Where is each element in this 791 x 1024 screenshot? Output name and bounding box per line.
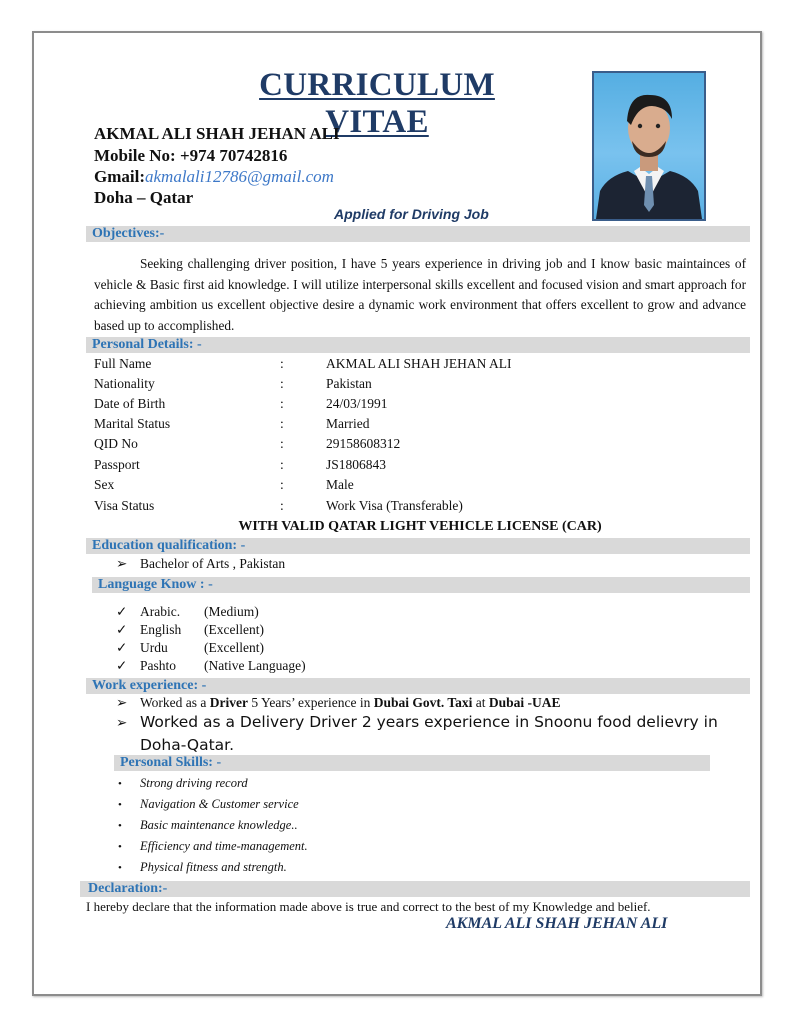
language-level: (Medium) [204, 604, 259, 619]
detail-value: 24/03/1991 [326, 396, 388, 411]
bullet-icon: • [118, 862, 122, 874]
mobile-number: +974 70742816 [179, 146, 288, 165]
profile-photo [592, 71, 706, 221]
detail-value: AKMAL ALI SHAH JEHAN ALI [326, 356, 512, 371]
skills-band [114, 755, 710, 771]
arrow-bullet-icon: ➢ [116, 695, 128, 710]
skill-item: Strong driving record [140, 776, 248, 790]
detail-value: JS1806843 [326, 457, 387, 472]
check-icon: ✓ [116, 658, 128, 673]
email-label: Gmail: [94, 167, 145, 186]
mobile-label: Mobile No: [94, 146, 176, 165]
check-icon: ✓ [116, 640, 128, 655]
list-item [118, 776, 248, 791]
detail-key: Date of Birth [94, 396, 166, 411]
personal-details-heading: Personal Details: - [92, 337, 202, 352]
skill-item: Efficiency and time-management. [140, 839, 308, 853]
detail-sep: : [280, 457, 284, 472]
list-item [118, 860, 287, 875]
objectives-text [94, 254, 746, 336]
list-item [118, 797, 299, 812]
language-name: Urdu [140, 640, 168, 655]
detail-key: Nationality [94, 376, 155, 391]
email-line [94, 166, 334, 187]
language-name: English [140, 622, 182, 637]
bullet-icon: • [118, 799, 122, 811]
arrow-bullet-icon: ➢ [116, 556, 128, 571]
detail-sep: : [280, 396, 284, 411]
bullet-icon: • [118, 778, 122, 790]
language-level: (Excellent) [204, 640, 264, 655]
detail-key: Marital Status [94, 416, 171, 431]
objectives-heading: Objectives:- [92, 226, 165, 241]
skill-item: Navigation & Customer service [140, 797, 299, 811]
detail-key: Full Name [94, 356, 152, 371]
detail-sep: : [280, 436, 284, 451]
location: Doha – Qatar [94, 188, 194, 207]
work-text: Worked as a [140, 695, 210, 710]
declaration-text: I hereby declare that the information made above is true and correct to the best of my Knowledge and belief. [86, 899, 651, 914]
detail-value: Male [326, 477, 354, 492]
declaration-heading: Declaration:- [88, 881, 168, 896]
detail-sep: : [280, 356, 284, 371]
detail-value: Pakistan [326, 376, 372, 391]
list-item [116, 556, 285, 572]
education-heading: Education qualification: - [92, 538, 246, 553]
detail-sep: : [280, 477, 284, 492]
signature-name: AKMAL ALI SHAH JEHAN ALI [446, 915, 668, 932]
language-level: (Native Language) [204, 658, 306, 673]
declaration-band [80, 881, 750, 897]
check-icon: ✓ [116, 622, 128, 637]
detail-key: QID No [94, 436, 138, 451]
work-band [86, 678, 750, 694]
work-text: Worked as a Delivery Driver 2 years experience in Snoonu food delievry in [140, 713, 718, 731]
list-item [118, 839, 308, 854]
objectives-band [86, 226, 750, 242]
page-title: CURRICULUM VITAE [259, 67, 495, 140]
bullet-icon: • [118, 820, 122, 832]
education-band [86, 538, 750, 554]
mobile-line [94, 145, 287, 166]
work-item [116, 695, 561, 711]
skill-item: Physical fitness and strength. [140, 860, 287, 874]
work-role: Driver [209, 695, 248, 710]
work-location: Dubai -UAE [488, 695, 561, 710]
education-item: Bachelor of Arts , Pakistan [140, 556, 286, 571]
list-item [118, 818, 298, 833]
skills-heading: Personal Skills: - [120, 755, 222, 770]
objectives-paragraph: Seeking challenging driver position, I have 5 years experience in driving job and I know basic maintainces of vehicle & Basic first aid knowledge. I will utilize interpersonal skills excellent and focused vision and smart approach for achieving ambition us excellent objective desire a dynamic work environment that offers excellent to grow and advance based up to accomplished. [94, 256, 746, 333]
detail-key: Passport [94, 457, 140, 472]
list-item [116, 658, 306, 674]
bullet-icon: • [118, 841, 122, 853]
check-icon: ✓ [116, 604, 128, 619]
work-text: 5 Years’ experience in [248, 695, 374, 710]
list-item [116, 640, 264, 656]
detail-value: 29158608312 [326, 436, 401, 451]
cv-page [32, 31, 762, 996]
work-item-continued: Doha-Qatar. [140, 736, 235, 754]
detail-value: Work Visa (Transferable) [326, 498, 463, 513]
language-name: Pashto [140, 658, 177, 673]
detail-sep: : [280, 416, 284, 431]
detail-value: Married [326, 416, 370, 431]
license-note: WITH VALID QATAR LIGHT VEHICLE LICENSE (CAR) [238, 519, 602, 534]
personal-details-band [86, 337, 750, 353]
detail-sep: : [280, 376, 284, 391]
language-name: Arabic. [140, 604, 181, 619]
detail-key: Visa Status [94, 498, 155, 513]
work-employer: Dubai Govt. Taxi [373, 695, 473, 710]
language-band [92, 577, 750, 593]
work-item [116, 711, 718, 734]
applied-for: Applied for Driving Job [334, 206, 489, 222]
language-heading: Language Know : - [98, 577, 213, 592]
work-heading: Work experience: - [92, 678, 207, 693]
language-level: (Excellent) [204, 622, 264, 637]
skill-item: Basic maintenance knowledge.. [140, 818, 298, 832]
work-text: at [472, 695, 489, 710]
list-item [116, 604, 259, 620]
person-portrait-icon [594, 73, 704, 219]
arrow-bullet-icon: ➢ [116, 715, 128, 730]
email-link[interactable]: akmalali12786@gmail.com [145, 167, 334, 186]
detail-key: Sex [94, 477, 115, 492]
candidate-name: AKMAL ALI SHAH JEHAN ALI [94, 124, 340, 143]
list-item [116, 622, 264, 638]
detail-sep: : [280, 498, 284, 513]
